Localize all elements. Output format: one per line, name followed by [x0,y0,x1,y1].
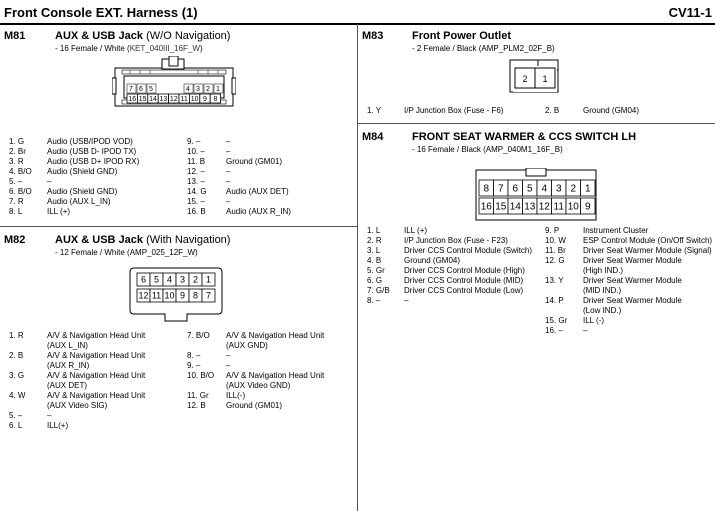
pin-description: Driver CCS Control Module (MID) [404,276,524,285]
pin-description: ILL(-) [226,391,246,400]
pin-label: 5. – [9,177,23,186]
pin-label: 13. – [187,177,205,186]
pin-label: 11. Br [545,246,566,255]
connector-pin-number: 13 [159,96,168,104]
pin-description: Driver CCS Control Module (Switch) [404,246,533,255]
connector-pin-number: 4 [186,86,190,93]
connector-pin-number: 6 [140,274,147,285]
pin-description: Driver Seat Warmer Module [583,276,682,285]
m82-title [55,234,230,246]
pin-description: A/V & Navigation Head Unit [47,351,146,360]
pin-description: ILL (+) [47,207,71,216]
m81-sub-part: KET_040III_16F_W [129,44,200,53]
m84-connector [474,168,598,226]
pin-label: 6. L [9,421,23,430]
pin-label: 10. B/O [187,371,215,380]
pin-description: Instrument Cluster [583,226,649,235]
m84-subtitle: - 16 Female / Black (AMP_040M1_16F_B) [412,145,563,154]
connector-pin-number: 15 [138,96,147,104]
pin-description: A/V & Navigation Head Unit [226,331,325,340]
m82-connector [127,266,225,324]
connector-pin-number: 12 [138,290,149,301]
connector-pin-number: 7 [205,290,212,301]
connector-pin-number: 6 [512,183,519,195]
connector-pin-number: 3 [196,86,200,93]
pin-description-line2: (High IND.) [583,266,624,275]
pin-label: 11. Gr [187,391,209,400]
pin-description: ILL(+) [47,421,69,430]
pin-description-line2: (AUX Video SIG) [47,401,108,410]
pin-description: Driver Seat Warmer Module (Signal) [583,246,712,255]
pin-label: 12. G [545,256,565,265]
m81-title-main: AUX & USB Jack [55,30,144,42]
pin-description: I/P Junction Box (Fuse - F23) [404,236,508,245]
connector-pin-number: 11 [180,96,188,104]
connector-pin-number: 9 [203,96,207,104]
pin-label: 3. G [9,371,25,380]
pin-label: 6. G [367,276,383,285]
m83-pin-desc: I/P Junction Box (Fuse - F6) [404,106,504,115]
pin-label: 2. Br [9,147,26,156]
pin-label: 15. Gr [545,316,568,325]
pin-label: 10. – [187,147,205,156]
pin-label: 1. R [9,331,24,340]
pin-description: Audio (AUX R_IN) [226,207,291,216]
pin-description: Ground (GM01) [226,401,283,410]
pin-description: A/V & Navigation Head Unit [47,391,146,400]
m83-cell-2: 2 [522,74,528,84]
connector-pin-number: 1 [584,183,591,195]
pin-description-line2: (AUX GND) [226,341,268,350]
pin-description-line2: (AUX R_IN) [47,361,90,370]
m81-subtitle [55,44,203,53]
pin-label: 7. R [9,197,24,206]
pin-label: 11. B [187,157,206,166]
connector-pin-number: 3 [555,183,562,195]
connector-pin-number: 15 [495,201,507,213]
m83-connector [508,58,560,94]
connector-pin-number: 6 [139,86,143,93]
pin-description: – [226,147,231,156]
m84-title: FRONT SEAT WARMER & CCS SWITCH LH [412,131,637,143]
pin-description-line2: (AUX DET) [47,381,87,390]
pin-description: A/V & Navigation Head Unit [226,371,325,380]
pin-description: – [226,361,231,370]
connector-pin-number: 8 [192,290,199,301]
connector-pin-number: 1 [205,274,212,285]
connector-pin-number: 3 [179,274,186,285]
connector-pin-number: 12 [169,96,178,104]
connector-pin-number: 14 [509,201,521,213]
pin-description: Audio (Shield GND) [47,167,118,176]
pin-label: 8. L [9,207,23,216]
pin-label: 2. R [367,236,382,245]
pin-description: Audio (USB D+ IPOD RX) [47,157,140,166]
pin-description: Audio (AUX DET) [226,187,289,196]
connector-pin-number: 11 [553,201,564,213]
m83-title: Front Power Outlet [412,30,511,42]
pin-description: Ground (GM04) [404,256,461,265]
connector-pin-number: 9 [179,290,186,301]
m82-title-main: AUX & USB Jack [55,234,144,246]
m84-id: M84 [362,131,384,143]
pin-description: Ground (GM01) [226,157,283,166]
pin-label: 8. – [367,296,381,305]
pin-description: Driver CCS Control Module (High) [404,266,525,275]
pin-description-line2: (MID IND.) [583,286,622,295]
connector-pin-number: 7 [497,183,504,195]
pin-description: ILL (-) [583,316,605,325]
pin-label: 12. B [187,401,206,410]
m83-divider [358,123,715,124]
m83-subtitle: - 2 Female / Black (AMP_PLM2_02F_B) [412,44,555,53]
pin-label: 13. Y [545,276,564,285]
connector-pin-number: 8 [483,183,490,195]
pin-label: 8. – [187,351,201,360]
pin-description: – [226,197,231,206]
connector-pin-number: 4 [166,274,173,285]
pin-description: Driver CCS Control Module (Low) [404,286,524,295]
m82-subtitle: - 12 Female / White (AMP_025_12F_W) [55,248,198,257]
connector-pin-number: 8 [213,96,218,104]
pin-label: 7. G/B [367,286,390,295]
m83-id: M83 [362,30,384,42]
pin-description: Audio (Shield GND) [47,187,118,196]
pin-description: A/V & Navigation Head Unit [47,371,146,380]
pin-label: 5. – [9,411,23,420]
m83-cell-1: 1 [542,74,548,84]
pin-label: 16. – [545,326,563,335]
pin-description-line2: (Low IND.) [583,306,622,315]
pin-description: Audio (USB D- IPOD TX) [47,147,137,156]
connector-pin-number: 10 [567,201,579,213]
connector-pin-number: 2 [206,86,210,93]
pin-label: 10. W [545,236,566,245]
m83-pin-row: 2. B [545,106,560,115]
pin-description: Driver Seat Warmer Module [583,256,682,265]
pin-description-line2: (AUX Video GND) [226,381,291,390]
pin-description-line2: (AUX L_IN) [47,341,88,350]
m82-title-paren: (With Navigation) [146,234,231,246]
m83-pin-desc: Ground (GM04) [583,106,640,115]
pin-description: ESP Control Module (On/Off Switch) [583,236,713,245]
pin-label: 15. – [187,197,205,206]
pin-label: 9. – [187,137,201,146]
connector-pin-number: 10 [190,96,199,104]
pin-label: 9. P [545,226,560,235]
pin-description: Audio (USB/IPOD VOD) [47,137,133,146]
pin-label: 14. G [187,187,207,196]
pin-label: 7. B/O [187,331,210,340]
m81-connector [112,56,236,120]
pin-description: – [47,411,52,420]
pin-description: – [226,177,231,186]
pin-label: 2. B [9,351,24,360]
connector-pin-number: 16 [128,96,137,104]
pin-label: 16. B [187,207,206,216]
m82-id: M82 [4,234,26,246]
m81-title-paren: (W/O Navigation) [146,30,231,42]
pin-description: – [47,177,52,186]
pin-description: – [226,137,231,146]
pin-label: 4. B [367,256,382,265]
pin-label: 3. L [367,246,381,255]
connector-pin-number: 14 [149,96,157,104]
connector-pin-number: 9 [584,201,591,213]
connector-pin-number: 16 [480,201,492,213]
connector-pin-number: 7 [129,86,133,93]
column-divider [357,24,358,511]
pin-label: 3. R [9,157,24,166]
pin-description: – [583,326,588,335]
pin-description: Audio (AUX L_IN) [47,197,111,206]
page-code: CV11-1 [668,5,712,20]
pin-description: – [226,167,231,176]
pin-label: 6. B/O [9,187,32,196]
m81-title [55,30,230,42]
connector-pin-number: 5 [526,183,533,195]
pin-label: 4. W [9,391,26,400]
m81-divider [0,226,357,227]
connector-pin-number: 11 [151,290,162,301]
m81-sub-prefix: - 16 Female / White ( [55,44,130,53]
page-title: Front Console EXT. Harness (1) [4,5,198,20]
connector-pin-number: 5 [149,86,153,93]
pin-description: – [404,296,409,305]
connector-pin-number: 13 [524,201,536,213]
m81-sub-suffix: ) [199,44,203,53]
pin-label: 1. L [367,226,381,235]
pin-label: 5. Gr [367,266,385,275]
connector-pin-number: 2 [570,183,577,195]
connector-pin-number: 4 [541,183,548,195]
connector-pin-number: 5 [153,274,160,285]
connector-pin-number: 1 [216,86,220,93]
pin-description: ILL (+) [404,226,428,235]
connector-pin-number: 12 [538,201,550,213]
pin-label: 1. G [9,137,25,146]
pin-description: A/V & Navigation Head Unit [47,331,146,340]
pin-description: Driver Seat Warmer Module [583,296,682,305]
pin-description: – [226,351,231,360]
connector-pin-number: 10 [164,290,175,301]
pin-label: 1. Y [367,106,382,115]
connector-pin-number: 2 [192,274,199,285]
pin-label: 12. – [187,167,205,176]
pin-label: 14. P [545,296,564,305]
pin-label: 9. – [187,361,201,370]
pin-label: 4. B/O [9,167,32,176]
m83-pin-row [367,106,381,116]
m81-id: M81 [4,30,26,42]
